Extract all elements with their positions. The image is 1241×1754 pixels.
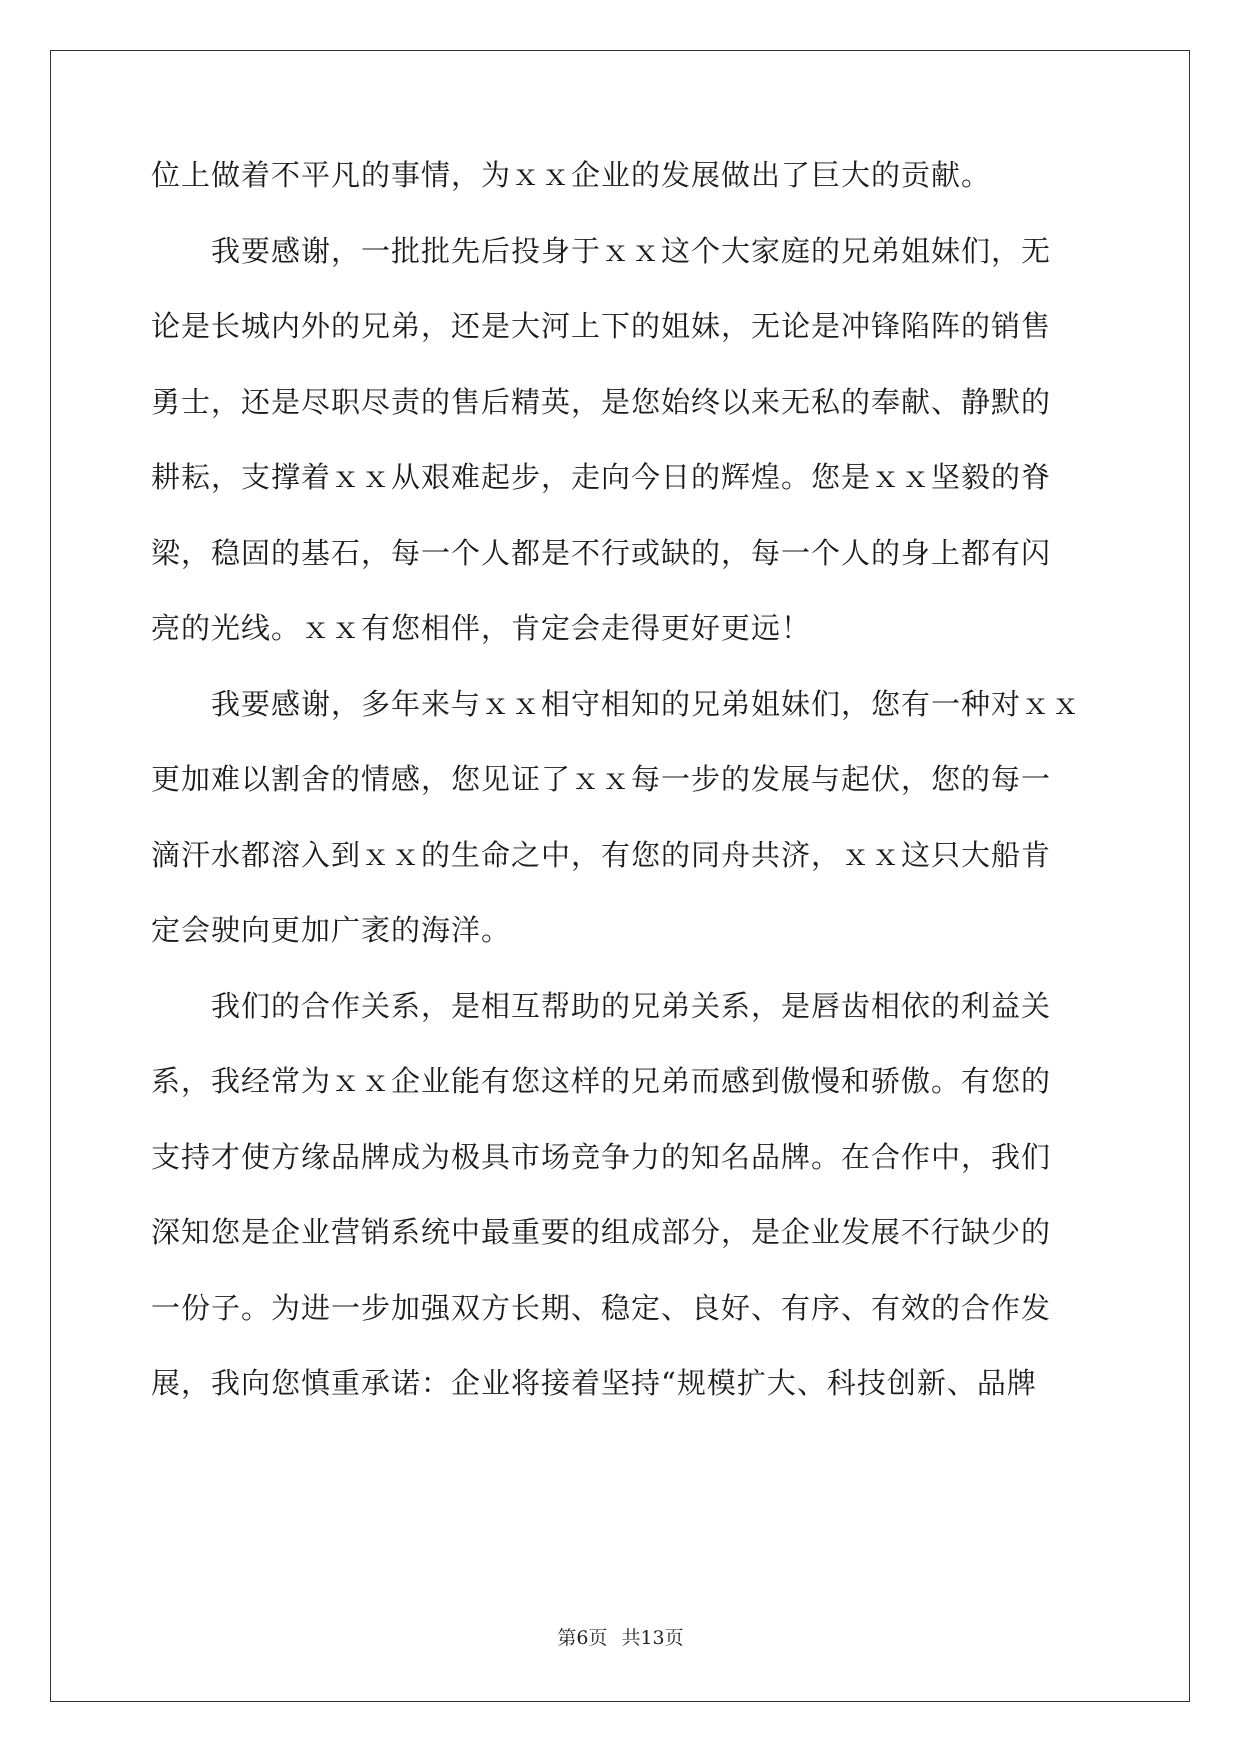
text-line: 我们的合作关系，是相互帮助的兄弟关系，是唇齿相依的利益关 [211,988,1052,1023]
text-line: 滴汗水都溶入到ｘｘ的生命之中，有您的同舟共济，ｘｘ这只大船肯 [151,837,1052,872]
text-line: 亮的光线。ｘｘ有您相伴，肯定会走得更好更远！ [151,611,812,645]
text-line: 系，我经常为ｘｘ企业能有您这样的兄弟而感到傲慢和骄傲。有您的 [151,1064,1052,1098]
text-line: 展，我向您慎重承诺：企业将接着坚持“规模扩大、科技创新、品牌 [151,1366,1037,1400]
text-line: 深知您是企业营销系统中最重要的组成部分，是企业发展不行缺少的 [151,1215,1052,1249]
text-line: 定会驶向更加广袤的海洋。 [151,913,512,947]
text-line: 勇士，还是尽职尽责的售后精英，是您始终以来无私的奉献、静默的 [151,384,1052,419]
text-line: 我要感谢，多年来与ｘｘ相守相知的兄弟姐妹们，您有一种对ｘｘ [211,686,1082,721]
text-line: 论是长城内外的兄弟，还是大河上下的姐妹，无论是冲锋陷阵的销售 [151,309,1052,343]
text-line: 耕耘，支撑着ｘｘ从艰难起步，走向今日的辉煌。您是ｘｘ坚毅的脊 [151,460,1052,494]
document-body [151,155,1091,1439]
page-footer [0,1623,1241,1650]
text-line: 支持才使方缘品牌成为极具市场竞争力的知名品牌。在合作中，我们 [151,1139,1052,1174]
text-line: 更加难以割舍的情感，您见证了ｘｘ每一步的发展与起伏，您的每一 [151,762,1052,796]
text-line: 梁，稳固的基石，每一个人都是不行或缺的，每一个人的身上都有闪 [151,535,1052,570]
text-line: 一份子。为进一步加强双方长期、稳定、良好、有序、有效的合作发 [151,1290,1052,1325]
page-number: 第6页 [557,1627,608,1649]
text-line: 我要感谢，一批批先后投身于ｘｘ这个大家庭的兄弟姐妹们，无 [211,233,1052,268]
page-total: 共13页 [621,1627,684,1649]
text-line: 位上做着不平凡的事情，为ｘｘ企业的发展做出了巨大的贡献。 [151,158,992,192]
